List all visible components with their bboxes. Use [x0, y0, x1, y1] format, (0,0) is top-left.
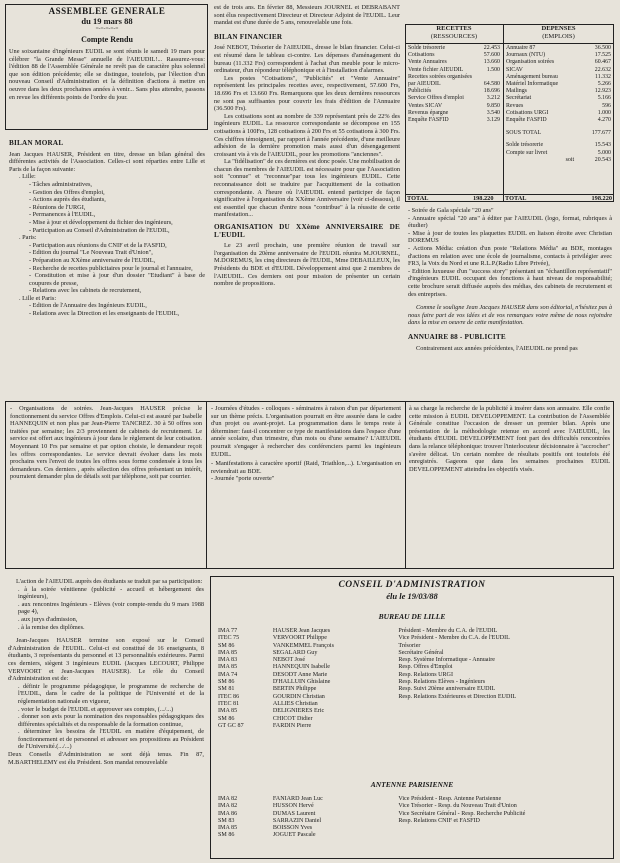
list-item: - Soirée de Gala spéciale "20 ans"	[408, 207, 494, 214]
table-row	[216, 679, 608, 686]
depenses-subtitle: (EMPLOIS)	[542, 33, 575, 40]
table-row	[216, 686, 608, 693]
promo-cell: SM 86	[218, 642, 235, 649]
table-row	[504, 110, 613, 117]
column-divider	[206, 401, 207, 569]
paragraph: La "fidélisation" de ces dernières est donc posée. Une mobilisation de chacun des membres de l'AIEUDIL est nécessaire pour que l'Association soit "connue" et "reconnue"par tous les ingénieurs EUDIL. Cette reconnaissance doit se traduire par l'acquittement de la cotisation correspondante. A l'heure où l'AIEUDIL entend participer de façon significative à l'organisation du XXème Anniversaire (voir ci-dessous), il est essentiel que chacun d'entre nous "contribue" à la réussite de cette manifestation...	[214, 158, 400, 219]
list-item: . donner son avis pour la nomination des responsables pédagogiques des différentes spécialités et du responsable de la formation continue,	[18, 713, 204, 728]
bilan-moral-section	[9, 136, 205, 318]
table-row	[504, 117, 613, 124]
table-row	[406, 81, 502, 88]
row-label: Organisation soirées	[506, 59, 555, 66]
role-cell	[396, 716, 608, 723]
promo-cell: SM 83	[218, 817, 235, 824]
table-row	[406, 117, 502, 124]
paris-label: . Paris:	[19, 234, 37, 242]
bureau-lille-table	[216, 628, 608, 730]
compte-value: 5.000	[597, 149, 611, 156]
table-row	[216, 664, 608, 671]
list-item: - Relations avec les cabinets de recrutement,	[29, 287, 142, 295]
table-row	[216, 701, 608, 708]
row-label: Revues	[506, 102, 524, 109]
row-label: Mailings	[506, 88, 527, 95]
name-cell: SEGALARD Guy	[272, 649, 318, 656]
name-cell: HAUSER Jean Jacques	[272, 628, 331, 634]
row-label: Vente Annuaires	[408, 59, 447, 66]
article-subtitle: du 19 mars 88	[81, 16, 133, 26]
list-item: - Gestion des Offres d'emploi,	[29, 188, 105, 196]
depenses-table	[504, 45, 613, 124]
paragraph: Deux Conseils d'Administration se sont déjà tenus. Fin 87, M.BARTHELEMY est élu Président. Son mandat renouvelable	[8, 751, 204, 766]
row-value: 1.500	[486, 66, 500, 73]
name-cell: CHICOT Didier	[272, 715, 313, 722]
promo-cell: IMA 83	[218, 657, 238, 664]
promo-cell: SM 86	[218, 679, 235, 686]
antenne-paris-heading: ANTENNE PARISIENNE	[370, 780, 454, 789]
promo-cell: IMA 85	[218, 708, 238, 715]
row-label: Solde trésorerie	[408, 45, 446, 51]
list-item: - Recherche de recettes publicitaires pour le journal et l'annuaire,	[29, 264, 193, 272]
recettes-title: RECETTES	[436, 25, 472, 32]
name-cell: NEBOT José	[272, 657, 306, 664]
table-row	[504, 150, 613, 157]
publicite-continued	[409, 405, 610, 473]
name-cell: VANKEMMEL François	[272, 642, 334, 649]
row-value: 1.000	[597, 109, 611, 116]
paragraph: Jean-Jacques HAUSER termine son exposé sur le Conseil d'Administration de l'EUDIL. Celui-ci est constitué de 16 enseignants, 8 étudiants, 3 représentants du personnel et 13 personnalités extérieures. Parmi ces derniers, siègent 3 ingénieurs EUDIL (Jacques LECOURT, Philippe VERVOORT et Jean-Jacques HAUSER). Le rôle du Conseil d'Administration est de:	[8, 637, 204, 683]
role-cell: Resp. Relations URGI	[398, 671, 453, 678]
name-cell: BOISSON Yves	[272, 825, 313, 832]
paragraph: Les postes "Cotisations", "Publicités" et "Vente Annuaire" représentent les principales recettes avec, respectivement, 57.600 Frs, 18.696 Frs et 13.660 Frs. Remarquons que les deux dernières ressources ne sont pas suffisantes pour couvrir les frais d'édition de l'Annuaire (36.500 Frs).	[214, 74, 400, 113]
table-row	[216, 635, 608, 642]
actions-etudiants	[8, 578, 204, 766]
bilan-financier-column	[214, 4, 400, 288]
table-row	[504, 130, 613, 137]
soit-value: 20.543	[594, 156, 611, 163]
row-value: 18.696	[483, 88, 500, 95]
list-item: - Edition du journal "Le Nouveau Trait d'Union",	[29, 249, 153, 257]
total-label: TOTAL	[407, 195, 429, 202]
list-item: - Tâches administratives,	[29, 180, 93, 188]
conseil-title: CONSEIL D'ADMINISTRATION	[338, 580, 486, 590]
recettes-list	[406, 45, 502, 124]
role-cell: Vice Trésorier - Resp. du Nouveau Trait d'Union	[398, 803, 517, 810]
list-item: - Actions Média: création d'un poste "Relations Média" au BDE, montages d'actions en relation avec une école de journalisme, contacts à privilégier avec FR3, la Voix du Nord et une R.L.P.(Radio Libre Privée),	[408, 244, 612, 268]
table-row	[406, 67, 502, 74]
row-label: Matériel Informatique	[506, 81, 559, 88]
sous-total-label: SOUS TOTAL	[506, 130, 542, 137]
assemblee-generale-header	[9, 6, 205, 101]
paragraph: Les cotisations sont au nombre de 339 représentant près de 22% des ingénieurs EUDIL. La ressource correspondante se décompose en 155 cotisations à 100Frs, 128 cotisations à 200 Frs et 55 cotisations à 300 Frs. Ces chiffres témoignent, par rapport à l'année précédente, d'une meilleure adhésion de la dernière promotion mais aussi d'un désengagement croissant vis à vis de l'AIEUDIL, pour les promotions "anciennes".	[214, 112, 400, 158]
solde-label: Solde trésorerie	[506, 142, 544, 149]
promo-cell: IMA 86	[218, 810, 238, 817]
row-value: 3.129	[486, 117, 500, 124]
name-cell: ALLIES Christian	[272, 700, 318, 707]
paragraph: L'action de l'AIEUDIL auprès des étudiants se traduit par sa participation:	[16, 578, 203, 585]
bilan-financier-heading: BILAN FINANCIER	[214, 32, 283, 41]
promo-cell: IMA 85	[218, 825, 238, 832]
list-item: . déterminer les besoins de l'EUDIL en matière d'équipement, de fonctionnement et de personnel et adresser ses propositions au Président de l'Université.(.../...)	[18, 728, 204, 751]
row-value: 4.270	[597, 117, 611, 124]
promo-cell: SM 86	[218, 832, 235, 839]
table-row	[216, 628, 608, 635]
promo-cell: IMA 85	[218, 649, 238, 656]
paragraph: à sa charge la recherche de la publicité à insérer dans son annuaire. Elle confie cette mission à EUDIL DEVELOPPEMENT. La contribution de l'Assemblée Générale constitue l'occasion de dresser un premier bilan. Après une présentation de la méthodologie retenue en accord avec l'AIEUDIL, les étudiants d'EUDIL DEVELOPPEMENT font part des difficultés rencontrées dans la relance téléphonique: trouver l'interlocuteur décisionnaire à "accrocher" s'avère délicat. Un certain nombre de résultats positifs ont toutefois été enregistrés. Gageons que dans les semaines prochaines EUDIL DEVELOPPEMENT atteindra les objectifs visés.	[409, 405, 610, 473]
name-cell: FANIARD Jean Luc	[272, 796, 323, 802]
row-value: 64.580	[483, 81, 500, 88]
table-row	[216, 716, 608, 723]
row-label: Cotisations	[408, 52, 435, 59]
offres-emploi-text	[10, 405, 202, 481]
table-row	[216, 643, 608, 650]
publicite-heading: ANNUAIRE 88 - PUBLICITE	[408, 332, 506, 341]
role-cell	[396, 825, 608, 832]
compte-rendu-heading: Compte Rendu	[81, 35, 133, 44]
list-item: - Journées d'études - colloques - séminaires à raison d'un par département sur un thème précis. L'organisation pourrait en être assurée dans le cadre d'un projet ou avant-projet. La programmation dans le temps reste à déterminer: faut-il concentrer ce type de manifestations dans l'espace d'une année scolaire, d'un trimestre, d'un mois ou d'une semaine? L'AIEUDIL pourrait s'engager à rechercher des conférenciers parmi les ingénieurs EUDIL.	[211, 405, 401, 458]
paragraph: José NEBOT, Trésorier de l'AIEUDIL, dresse le bilan financier. Celui-ci est résumé dans le tableau ci-contre. Les dépenses d'aménagement du bureau (11.332 Frs) correspondent à l'achat d'un meuble pour le micro-ordinateur, d'un répondeur téléphonique et à l'installation d'alarmes.	[214, 44, 400, 75]
antenne-paris-table-wrap	[216, 796, 608, 840]
row-value: 3.212	[486, 95, 500, 102]
list-item: - Annuaire spécial "20 ans" à éditer par l'AIEUDIL (logo, format, rubriques à étudier)	[408, 214, 612, 230]
total-label-2: TOTAL	[505, 195, 527, 202]
name-cell: VERVOORT Philippe	[272, 635, 327, 642]
list-item: . définir le programme pédagogique, le programme de recherche de l'EUDIL, dans le cadre de la politique de l'Université et de la réglementation nationale en vigueur,	[18, 682, 204, 705]
list-item: - Participation au Conseil d'Administration de l'EUDIL,	[29, 226, 170, 234]
row-label: Cotisations URGI	[506, 109, 549, 116]
bureau-lille-table-wrap	[216, 628, 608, 730]
role-cell	[396, 723, 608, 730]
paragraph: Le 23 avril prochain, une première réunion de travail sur l'organisation du 20ème anniversaire de l'EUDIL réunira M.JOURNEL, M.DOREMUS, les cinq directeurs de l'EUDIL, Mme DEBAILLEUX, les Présidents du BDE et d'EUDIL Développement ainsi que 2 membres de l'AIEUDIL. Ces derniers ont pour mission de présenter un certain nombre de propositions.	[214, 242, 400, 288]
role-cell: Resp. Système Informatique - Annuaire	[398, 657, 495, 664]
row-value: 22.453	[483, 45, 500, 51]
promo-cell: GT GC 87	[218, 722, 244, 729]
depenses-list	[504, 45, 613, 164]
role-cell	[396, 701, 608, 708]
table-row	[406, 103, 502, 110]
row-value: 5.266	[597, 81, 611, 88]
row-label: Service Offres d'emploi	[408, 95, 464, 102]
table-row	[216, 694, 608, 701]
row-value: 5.166	[597, 95, 611, 102]
row-label: Recettes soirées organisées	[408, 73, 473, 80]
compte-label: Compte sur livret	[506, 149, 548, 156]
bureau-lille-heading: BUREAU DE LILLE	[378, 612, 446, 621]
row-value: 12.923	[594, 88, 611, 95]
row-label: Journaux (NTU)	[506, 52, 546, 59]
row-value: 596	[602, 102, 611, 109]
role-cell: Resp. Offres d'Emploi	[398, 664, 453, 671]
row-label: Annuaire 87	[506, 45, 536, 51]
row-label: Enquête FASFID	[506, 117, 547, 124]
table-row	[216, 825, 608, 832]
row-label: Publicités	[408, 88, 432, 95]
row-label: SICAV	[506, 66, 523, 73]
row-value: 57.600	[483, 52, 500, 59]
table-row	[216, 672, 608, 679]
list-item: - Participation aux réunions du CNIF et de la FASFID,	[29, 241, 167, 249]
name-cell: DELIGNIERES Eric	[272, 708, 325, 715]
role-cell: Trésorier	[398, 642, 421, 649]
table-row	[216, 832, 608, 839]
table-row	[504, 142, 613, 149]
conseil-date: élu le 19/03/88	[386, 591, 438, 601]
list-item: - Relations avec la Direction et les enseignants de l'EUDIL,	[29, 310, 180, 318]
role-cell	[396, 832, 608, 839]
list-item: - Constitution et mise à jour d'un dossier "Etudiant" à base de coupures de presse,	[29, 272, 205, 287]
recettes-subtitle: (RESSOURCES)	[430, 33, 478, 40]
promo-cell: ITEC 75	[218, 635, 240, 642]
paris-items-list	[9, 249, 205, 272]
list-item: - Journée "porte ouverte"	[211, 475, 275, 483]
table-row	[504, 103, 613, 110]
intro-paragraph: Une soixantaine d'ingénieurs EUDIL se sont réunis le samedi 19 mars pour célébrer "la Grande Messe" annuelle de l'AIEUDIL!... Rassurez-vous: l'édition 88 de l'Assemblée Générale ne revêt pas de caractère plus solennel que son édition précédente; elle se distingue, toutefois, par l'élection d'un nouveau Conseil d'Administration et la définition d'actions à mettre en oeuvre dans les deux prochaines années à venir... Sans plus attendre, passons en revue les différents points de l'ordre du jour.	[9, 48, 205, 101]
top-paragraph: est de trois ans. En février 88, Messieurs JOURNEL et DEBRABANT sont élus respectivement Directeur et Directeur Adjoint de l'EUDIL. Leur mandat est d'une durée de 5 ans, renouvelable une fois.	[214, 4, 400, 27]
table-row	[504, 74, 613, 81]
conseil-header	[210, 580, 614, 601]
name-cell: D'HALLUIN Ghislaine	[272, 679, 331, 686]
depenses-header	[503, 25, 614, 41]
promo-cell: IMA 77	[218, 628, 238, 634]
list-item: - Edition luxueuse d'un "success story" présentant un "échantillon représentatif" d'ingénieurs EUDIL occupant des fonctions à haut niveau de responsabilité; cette brochure serait diffusée auprès des médias, des cabinets de recrutement et des entreprises.	[408, 267, 612, 298]
soit-label: soit	[565, 156, 575, 163]
table-row	[216, 803, 608, 810]
row-value: 60.467	[594, 59, 611, 66]
table-row	[216, 708, 608, 715]
promo-cell: ITEC 86	[218, 693, 240, 700]
role-cell: Président - Membre du C.A. de l'EUDIL	[398, 628, 498, 634]
list-item: . à la soirée vénitienne (publicité - accueil et hébergement des ingénieurs),	[18, 585, 204, 601]
table-divider	[405, 43, 614, 44]
promo-cell: SM 81	[218, 686, 235, 693]
list-item: - Mise à jour de toutes les plaquettes EUDIL en liaison étroite avec Christian DOREMUS	[408, 229, 612, 245]
table-row	[216, 796, 608, 803]
table-row	[406, 52, 502, 59]
table-row	[216, 723, 608, 730]
table-row	[406, 74, 502, 81]
list-item: . aux jurys d'admission,	[18, 615, 78, 623]
row-value: 11.332	[595, 73, 611, 80]
name-cell: DESODT Anne Marie	[272, 671, 328, 678]
promo-cell: IMA 82	[218, 796, 238, 802]
recettes-header	[405, 25, 503, 41]
row-label: Ventes SICAV	[408, 102, 443, 109]
lille-paris-label: . Lille et Paris:	[19, 294, 57, 302]
table-row	[504, 157, 613, 164]
table-row	[504, 81, 613, 88]
ornament: =-=-=-=-=	[95, 26, 119, 32]
promo-cell: IMA 74	[218, 671, 238, 678]
article-title: ASSEMBLEE GENERALE	[48, 6, 166, 16]
table-row	[504, 52, 613, 59]
column-divider	[405, 401, 406, 569]
row-label: Vente fichier AIEUDIL	[408, 66, 464, 73]
name-cell: JOGUET Pascale	[272, 832, 316, 839]
name-cell: SARRAZIN Daniel	[272, 817, 322, 824]
list-item: - Actions auprès des étudiants,	[29, 196, 106, 204]
row-value: 17.525	[594, 52, 611, 59]
bilan-moral-intro: Jean Jacques HAUSER, Président en titre, dresse un bilan général des différentes activités de l'Association. Celles-ci sont réparties entre Lille et Paris de la façon suivante:	[9, 150, 205, 173]
row-label: par AIEUDIL	[408, 81, 441, 88]
row-label: Secrétariat	[506, 95, 532, 102]
row-label: Enquête FASFID	[408, 117, 449, 124]
lille-items-list	[9, 181, 205, 219]
row-value: 3.540	[486, 109, 500, 116]
role-cell: Vice Secrétaire Général - Resp. Recherche Publicité	[398, 810, 526, 817]
name-cell: DUMAS Laurent	[272, 810, 316, 817]
table-row	[216, 818, 608, 825]
promo-cell: IMA 85	[218, 664, 238, 671]
row-label: Revenus épargne	[408, 109, 449, 116]
list-item: - Permanences à l'EUDIL,	[29, 211, 96, 219]
table-row	[504, 95, 613, 102]
table-row	[406, 45, 502, 52]
lille-label: . Lille:	[19, 173, 36, 181]
table-row	[406, 95, 502, 102]
solde-value: 15.543	[594, 142, 611, 149]
manifestations-list	[211, 405, 401, 483]
row-value: 9.850	[486, 102, 500, 109]
table-row	[504, 88, 613, 95]
role-cell: Resp. Relations Elèves - Ingénieurs	[398, 679, 486, 686]
name-cell: FARDIN Pierre	[272, 722, 312, 729]
list-item: - Edition de l'Annuaire des Ingénieurs EUDIL,	[29, 302, 147, 310]
name-cell: BERTIN Philippe	[272, 686, 317, 693]
row-value: 13.660	[483, 59, 500, 66]
depenses-subtotals	[504, 130, 613, 164]
table-row	[504, 59, 613, 66]
paragraph: - Organisations de soirées. Jean-Jacques HAUSER précise le fonctionnement du service Offres d'Emplois. Celui-ci est assuré par Isabelle HANNEQUIN et non plus par Jean-Pierre TANCREZ. 30 à 50 offres son traitées par semaine; les 2/3 proviennent de cabinets de recrutement. Le service est offert aux ingénieurs à jour dans le règlement de leur cotisation. Moyennant 10 Frs par semaine et par option choisie, le demandeur reçoit les offres correspondantes. Le service devrait évoluer dans les mois prochains vers l'envoi de toutes les offres sous forme condensée à tous les demandeurs. Ces derniers , après sélection des offres présentant un intérêt, pourraient demander plus de détails soit par téléphone, soit par courrier.	[10, 405, 202, 481]
list-item: - Préparation au XXème anniversaire de l'EUDIL,	[29, 256, 156, 264]
list-item: . à la remise des diplômes.	[18, 623, 85, 631]
promo-cell: IMA 82	[218, 803, 238, 810]
bilan-moral-heading: BILAN MORAL	[9, 139, 64, 147]
name-cell: HUSSON Hervé	[272, 803, 314, 810]
name-cell: GOURDIN Christian	[272, 693, 325, 700]
table-row	[406, 110, 502, 117]
sous-total-value: 177.677	[591, 130, 611, 137]
role-cell: Resp. Suivi 20ème anniversaire EUDIL	[398, 686, 496, 693]
row-value: 36.500	[594, 45, 611, 51]
list-item: . aux rencontres Ingénieurs - Elèves (voir compte-rendu du 9 mars 1988 page 4),	[18, 600, 204, 616]
list-item: - Réunions de l'URGI,	[29, 203, 86, 211]
role-cell: Vice Président - Membre du C.A. de l'EUDIL	[398, 635, 510, 642]
role-cell	[396, 708, 608, 715]
table-row	[216, 811, 608, 818]
role-cell: Vice Président - Resp. Antenne Parisienne	[398, 796, 502, 802]
role-cell: Secrétaire Général	[398, 649, 444, 656]
total-recettes: 198.220	[473, 195, 494, 202]
italic-note: Comme le souligne Jean Jacques HAUSER dans son éditorial, n'hésitez pas à nous faire part de vos idées et de vos remarques votre même de nous rejoindre dans la mise en oeuvre de cette manifestation.	[408, 304, 612, 327]
role-cell: Resp. Relations Extérieures et Direction EUDIL	[398, 693, 517, 700]
total-depenses: 198.220	[591, 195, 612, 202]
promo-cell: SM 86	[218, 715, 235, 722]
role-cell: Resp. Relations CNIF et FASFID	[398, 817, 480, 824]
table-row	[504, 67, 613, 74]
row-value: 22.632	[594, 66, 611, 73]
list-item: - Mise à jour et développement du fichier des ingénieurs,	[29, 218, 173, 226]
row-value	[480, 74, 502, 81]
name-cell: HANNEQUIN Isabelle	[272, 664, 330, 671]
table-row	[406, 59, 502, 66]
list-item: . voter le budget de l'EUDIL et approuver ses comptes, (.../...)	[18, 705, 174, 713]
recettes-table	[406, 45, 502, 124]
promo-cell: ITEC 81	[218, 700, 240, 707]
organisation-heading: ORGANISATION DU XXème ANNIVERSAIRE DE L'EUDIL	[214, 223, 400, 239]
list-item: - Manifestations à caractère sportif (Raid, Triathlon,...). L'organisation en reviendrait au BDE.	[211, 460, 401, 475]
depenses-title: DEPENSES	[541, 25, 576, 32]
antenne-paris-table	[216, 796, 608, 840]
paragraph: Contrairement aux années précédentes, l'AIEUDIL ne prend pas	[416, 344, 578, 352]
anniversary-actions	[408, 207, 612, 352]
row-label: Aménagement bureau	[506, 73, 558, 80]
